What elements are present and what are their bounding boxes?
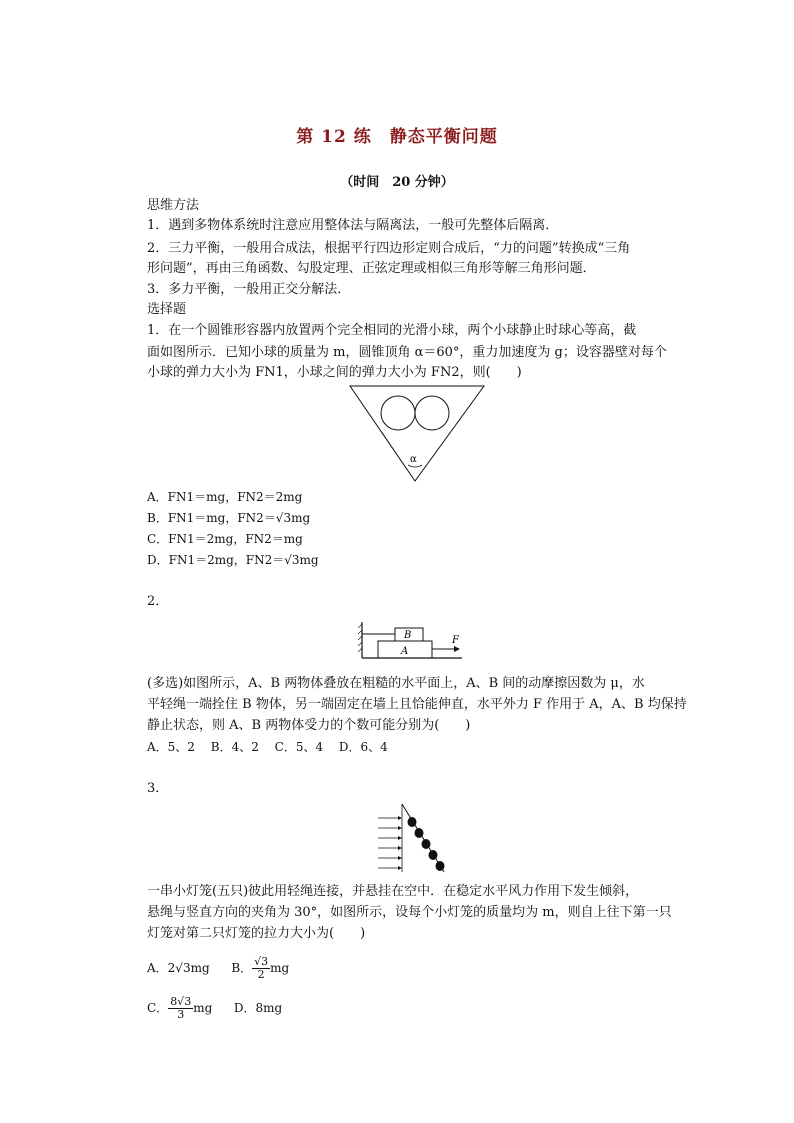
page-subtitle: （时间 20 分钟） [340,175,454,190]
q3-line-3: 灯笼对第二只灯笼的拉力大小为( ) [147,926,366,941]
q3-options-cd [147,996,282,1021]
method-item-1: 1．遇到多物体系统时注意应用整体法与隔离法，一般可先整体后隔离． [147,218,559,233]
q2-options: A．5、2 B．4、2 C．5、4 D．6、4 [147,740,388,754]
q2-number: 2． [147,594,169,609]
q2-line-1: (多选)如图所示，A、B 两物体叠放在粗糙的水平面上，A、B 间的动摩擦因数为 μ，水 [147,676,645,691]
q2-block-b-label: B [404,630,412,641]
q1-option-a: A．FN1＝mg，FN2＝2mg [147,490,303,504]
q2-force-label: F [452,635,459,646]
q3-lanterns-figure [376,802,456,874]
method-item-2-cont: 形问题”，再由三角函数、勾股定理、正弦定理或相似三角形等解三角形问题． [147,261,596,276]
choice-heading: 选择题 [147,302,187,317]
q1-alpha-label: α [410,454,417,465]
q2-blocks-figure [358,620,468,662]
q1-option-b: B．FN1＝mg，FN2＝√3mg [147,511,311,525]
method-item-3: 3．多力平衡，一般用正交分解法． [147,282,351,297]
q3-number: 3． [147,781,169,796]
q3-option-c-prefix: C． [147,1001,169,1015]
q3-option-d: D．8mg [233,1001,283,1015]
q1-option-d: D．FN1＝2mg，FN2＝√3mg [147,553,319,567]
q2-block-a-label: A [401,646,409,657]
q3-option-b-suffix: mg [270,961,290,975]
q1-line-3: 小球的弹力大小为 FN1，小球之间的弹力大小为 FN2，则( ) [147,365,522,380]
q2-line-3: 静止状态，则 A、B 两物体受力的个数可能分别为( ) [147,718,471,733]
q1-option-c: C．FN1＝2mg，FN2＝mg [147,532,303,546]
q1-line-1: 1．在一个圆锥形容器内放置两个完全相同的光滑小球，两个小球静止时球心等高，截 [147,323,637,338]
method-item-2: 2．三力平衡，一般用合成法，根据平行四边形定则合成后，“力的问题”转换成“三角 [147,241,631,256]
q1-line-2: 面如图所示．已知小球的质量为 m，圆锥顶角 α＝60°，重力加速度为 g；设容器壁对每个 [147,345,667,360]
q3-option-b-fraction: $\frac{√3}{2}$ [254,955,269,981]
q3-line-1: 一串小灯笼(五只)彼此用轻绳连接，并悬挂在空中．在稳定水平风力作用下发生倾斜， [147,884,639,899]
q3-option-a: A．2√3mg [147,961,210,975]
q3-options-ab [147,956,289,981]
q3-option-c-fraction: $\frac{8√3}{3}$ [170,995,192,1021]
method-heading: 思维方法 [147,198,200,213]
q1-cone-figure [348,385,488,485]
q2-line-2: 平轻绳一端拴住 B 物体，另一端固定在墙上且恰能伸直，水平外力 F 作用于 A，A、B 均保持 [147,697,687,712]
q3-option-b-prefix: B． [231,961,253,975]
q3-option-c-suffix: mg [193,1001,213,1015]
page-title: 第 12 练 静态平衡问题 [296,127,498,147]
q3-line-2: 悬绳与竖直方向的夹角为 30°，如图所示，设每个小灯笼的质量均为 m，则自上往下第一只 [147,905,672,920]
